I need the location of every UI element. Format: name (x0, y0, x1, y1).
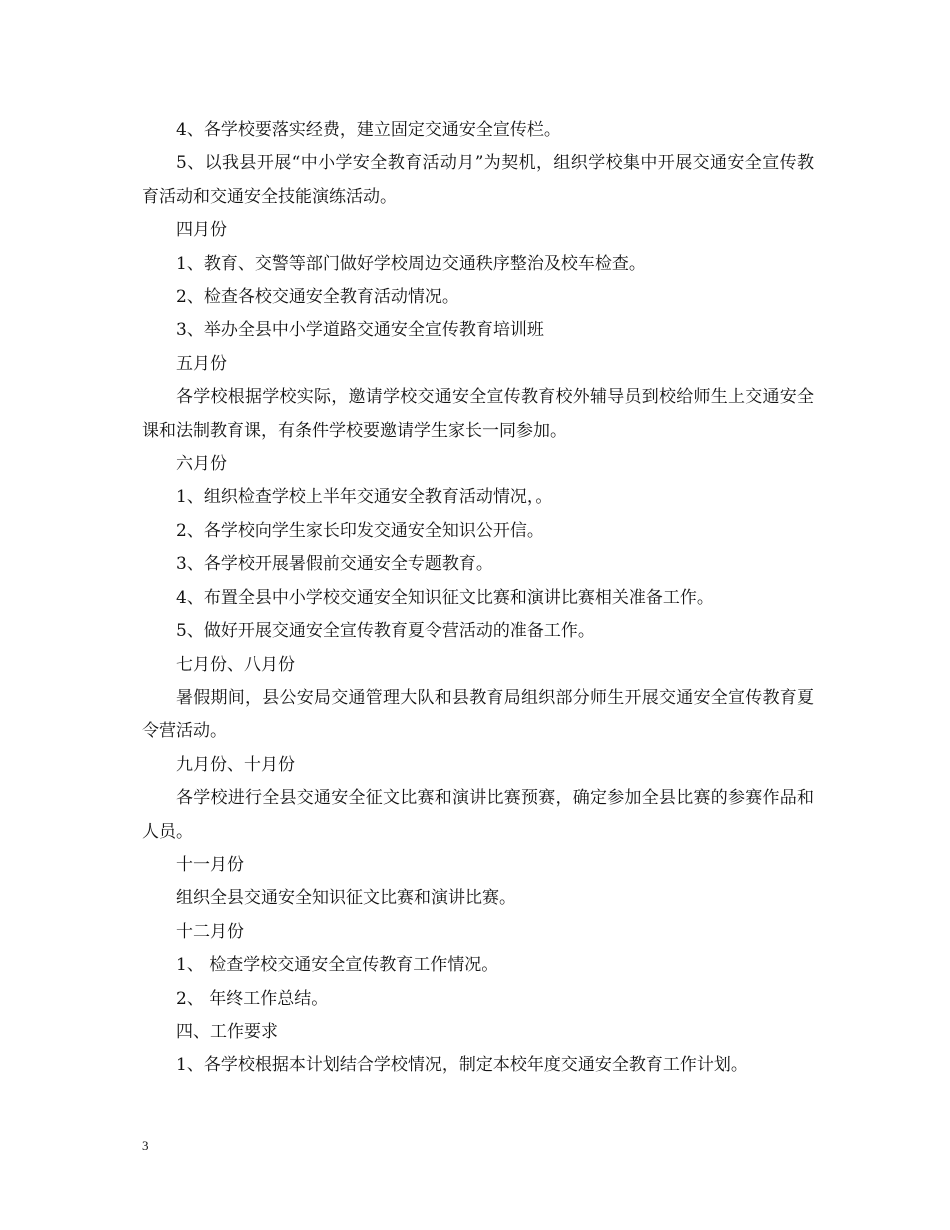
paragraph-item-5-safety-month: 5、以我县开展“中小学安全教育活动月”为契机，组织学校集中开展交通安全宣传教育活动和交通安全技能演练活动。 (142, 153, 814, 207)
paragraph-november: 组织全县交通安全知识征文比赛和演讲比赛。 (176, 888, 516, 909)
paragraph-april-3: 3、举办全县中小学道路交通安全宣传教育培训班 (176, 320, 544, 341)
section-heading-june: 六月份 (176, 454, 227, 475)
section-heading-september-october: 九月份、十月份 (176, 754, 295, 775)
paragraph-june-1: 1、组织检查学校上半年交通安全教育活动情况，。 (176, 487, 553, 508)
section-heading-work-requirements: 四、工作要求 (176, 1021, 278, 1042)
document-body (142, 114, 814, 1083)
section-heading-july-august: 七月份、八月份 (176, 654, 295, 675)
paragraph-september-october: 各学校进行全县交通安全征文比赛和演讲比赛预赛，确定参加全县比赛的参赛作品和人员。 (142, 788, 814, 842)
page-number: 3 (142, 1138, 149, 1153)
paragraph-december-1: 1、 检查学校交通安全宣传教育工作情况。 (176, 955, 499, 976)
section-heading-november: 十一月份 (176, 854, 244, 875)
paragraph-requirement-1: 1、各学校根据本计划结合学校情况，制定本校年度交通安全教育工作计划。 (176, 1055, 748, 1076)
paragraph-june-3: 3、各学校开展暑假前交通安全专题教育。 (176, 554, 493, 575)
paragraph-july-august: 暑假期间，县公安局交通管理大队和县教育局组织部分师生开展交通安全宣传教育夏令营活动。 (142, 687, 814, 742)
paragraph-june-4: 4、布置全县中小学校交通安全知识征文比赛和演讲比赛相关准备工作。 (176, 587, 714, 608)
paragraph-april-2: 2、检查各校交通安全教育活动情况。 (176, 287, 459, 308)
paragraph-december-2: 2、 年终工作总结。 (176, 988, 329, 1009)
section-heading-may: 五月份 (176, 353, 227, 374)
paragraph-june-5: 5、做好开展交通安全宣传教育夏令营活动的准备工作。 (176, 621, 595, 642)
paragraph-may: 各学校根据学校实际，邀请学校交通安全宣传教育校外辅导员到校给师生上交通安全课和法制教育课，有条件学校要邀请学生家长一同参加。 (142, 387, 814, 441)
paragraph-april-1: 1、教育、交警等部门做好学校周边交通秩序整治及校车检查。 (176, 253, 646, 274)
section-heading-december: 十二月份 (176, 921, 244, 942)
paragraph-item-4-funding: 4、各学校要落实经费，建立固定交通安全宣传栏。 (176, 120, 561, 140)
section-heading-april: 四月份 (176, 220, 227, 241)
paragraph-june-2: 2、各学校向学生家长印发交通安全知识公开信。 (176, 520, 544, 541)
